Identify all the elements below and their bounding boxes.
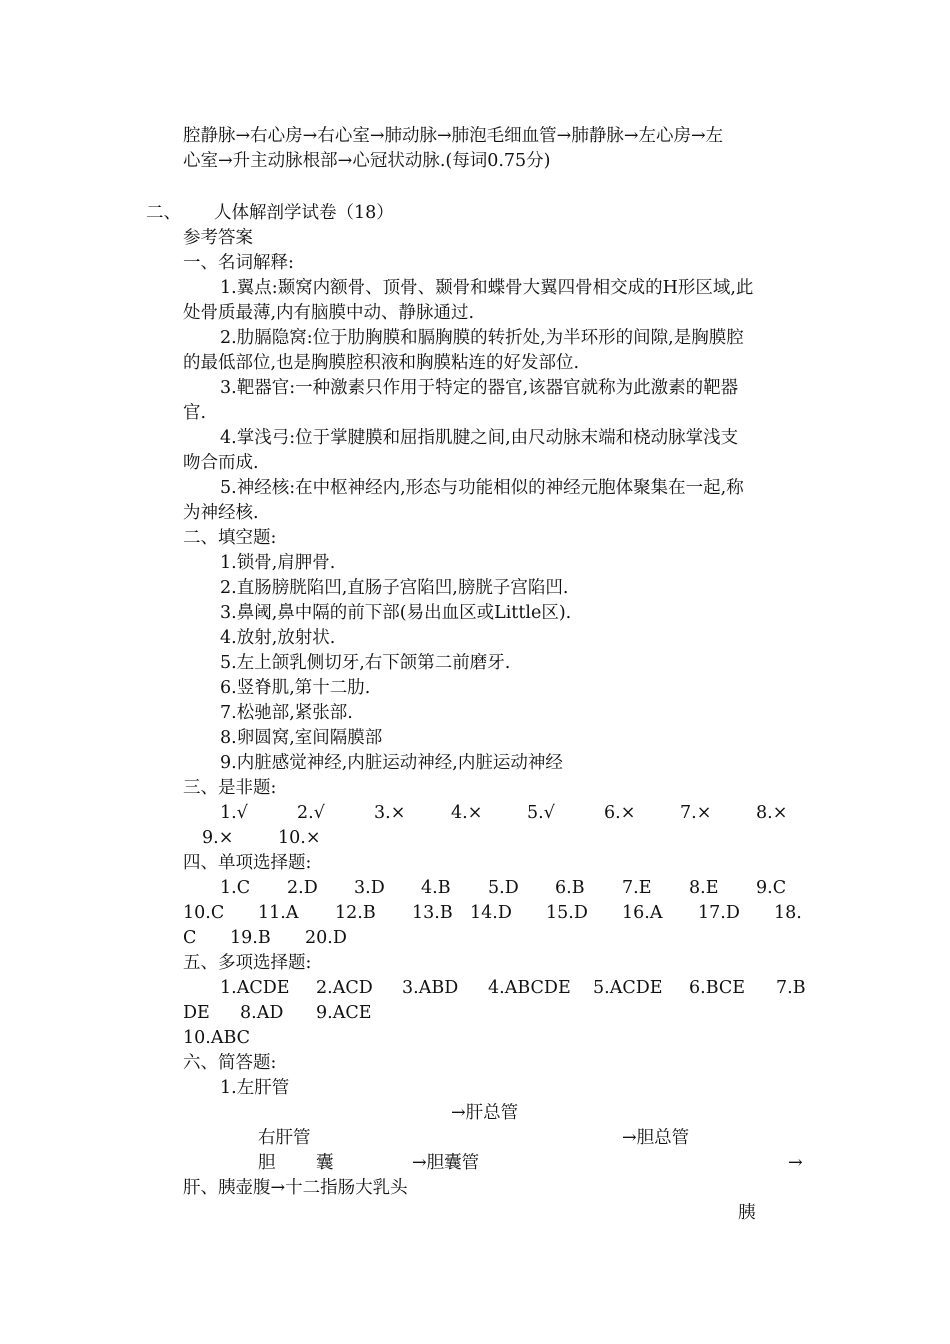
answer-item: 16.A [622, 903, 663, 923]
answer-item: 6.B [555, 878, 585, 898]
q1-heading: 一、名词解释: [183, 253, 294, 273]
q1-item-1-line-a: 1.翼点:颞窝内额骨、顶骨、颞骨和蝶骨大翼四骨相交成的H形区域,此 [220, 278, 754, 298]
q4-heading: 四、单项选择题: [183, 853, 312, 873]
answer-item: 4.× [451, 803, 483, 823]
q1-item-3-line-a: 3.靶器官:一种激素只作用于特定的器官,该器官就称为此激素的靶器 [220, 378, 739, 398]
answer-item: 4.ABCDE [488, 978, 571, 998]
q2-item: 8.卵圆窝,室间隔膜部 [220, 728, 383, 748]
continuation-line-2: 心室→升主动脉根部→心冠状动脉.(每词0.75分) [183, 151, 551, 171]
q5-answer-row-2 [0, 1001, 950, 1026]
continuation-line-1: 腔静脉→右心房→右心室→肺动脉→肺泡毛细血管→肺静脉→左心房→左 [183, 126, 724, 146]
q6-heading: 六、简答题: [183, 1053, 277, 1073]
q3-answer-row-2 [0, 826, 950, 851]
q3-heading: 三、是非题: [183, 778, 277, 798]
answer-item: 4.B [421, 878, 451, 898]
answer-item: 20.D [305, 928, 347, 948]
flow-gallbladder-char-1: 胆 [258, 1153, 276, 1173]
answer-item: 1.C [220, 878, 251, 898]
q1-item-5-line-b: 为神经核. [183, 503, 259, 523]
q2-item: 5.左上颌乳侧切牙,右下颌第二前磨牙. [220, 653, 511, 673]
flow-left-hepatic-duct: 1.左肝管 [220, 1078, 290, 1098]
section-title: 人体解剖学试卷（18） [214, 203, 394, 223]
q1-item-2-line-b: 的最低部位,也是胸膜腔积液和胸膜粘连的好发部位. [183, 353, 580, 373]
answer-item: 8.AD [240, 1003, 284, 1023]
answer-item: 15.D [546, 903, 588, 923]
q2-item: 3.鼻阈,鼻中隔的前下部(易出血区或Little区). [220, 603, 572, 623]
flow-common-hepatic-duct: →肝总管 [451, 1103, 519, 1123]
answer-item: DE [183, 1003, 210, 1023]
q1-item-4-line-a: 4.掌浅弓:位于掌腱膜和屈指肌腱之间,由尺动脉末端和桡动脉掌浅支 [220, 428, 739, 448]
flow-gallbladder-char-2: 囊 [316, 1153, 334, 1173]
answer-item: 5.D [488, 878, 519, 898]
flow-hepatopancreatic-ampulla: 肝、胰壶腹→十二指肠大乳头 [183, 1178, 408, 1198]
flow-common-bile-duct: →胆总管 [622, 1128, 690, 1148]
q2-heading: 二、填空题: [183, 528, 277, 548]
answer-item: 1.√ [220, 803, 248, 823]
answer-item: 13.B [412, 903, 453, 923]
q3-answer-row-1 [0, 801, 950, 826]
q1-item-4-line-b: 吻合而成. [183, 453, 259, 473]
answer-item: 8.× [756, 803, 788, 823]
answer-item: 19.B [230, 928, 271, 948]
answer-item: 14.D [470, 903, 512, 923]
answer-item: 6.BCE [689, 978, 746, 998]
q4-answer-row-3 [0, 926, 950, 951]
section-subtitle: 参考答案 [183, 228, 253, 248]
answer-item: 5.ACDE [593, 978, 663, 998]
q5-heading: 五、多项选择题: [183, 953, 312, 973]
answer-item: 3.D [354, 878, 385, 898]
answer-item: 12.B [335, 903, 376, 923]
q5-answer-row-1 [0, 976, 950, 1001]
q1-item-1-line-b: 处骨质最薄,内有脑膜中动、静脉通过. [183, 303, 475, 323]
q2-item: 6.竖脊肌,第十二肋. [220, 678, 371, 698]
section-number: 二、 [146, 203, 181, 223]
q1-item-5-line-a: 5.神经核:在中枢神经内,形态与功能相似的神经元胞体聚集在一起,称 [220, 478, 744, 498]
q2-item: 4.放射,放射状. [220, 628, 336, 648]
answer-item: 7.E [622, 878, 652, 898]
answer-item: 10.C [183, 903, 225, 923]
answer-item: 2.ACD [316, 978, 373, 998]
q4-answer-row-1 [0, 876, 950, 901]
answer-item: 9.× [202, 828, 234, 848]
q2-item: 1.锁骨,肩胛骨. [220, 553, 336, 573]
flow-arrow: → [788, 1153, 803, 1173]
answer-item: 7.B [776, 978, 806, 998]
answer-item: 3.ABD [402, 978, 459, 998]
answer-item: 3.× [374, 803, 406, 823]
answer-item: 1.ACDE [220, 978, 290, 998]
q2-item: 2.直肠膀胱陷凹,直肠子宫陷凹,膀胱子宫陷凹. [220, 578, 569, 598]
q5-answer-row-3 [0, 1026, 950, 1051]
q1-item-2-line-a: 2.肋膈隐窝:位于肋胸膜和膈胸膜的转折处,为半环形的间隙,是胸膜腔 [220, 328, 744, 348]
answer-item: 2.D [287, 878, 318, 898]
flow-cystic-duct: →胆囊管 [412, 1153, 480, 1173]
answer-item: 11.A [258, 903, 299, 923]
q2-item: 7.松驰部,紧张部. [220, 703, 353, 723]
q4-answer-row-2 [0, 901, 950, 926]
answer-item: 10.× [278, 828, 321, 848]
q2-item: 9.内脏感觉神经,内脏运动神经,内脏运动神经 [220, 753, 563, 773]
q1-item-3-line-b: 官. [183, 403, 207, 423]
answer-item: 9.C [756, 878, 787, 898]
answer-item: 8.E [689, 878, 719, 898]
flow-right-hepatic-duct: 右肝管 [258, 1128, 311, 1148]
answer-item: 9.ACE [316, 1003, 372, 1023]
answer-item: 10.ABC [183, 1028, 251, 1048]
answer-item: 5.√ [527, 803, 555, 823]
flow-pancreas: 胰 [738, 1203, 756, 1223]
answer-item: 2.√ [297, 803, 325, 823]
answer-item: 7.× [680, 803, 712, 823]
answer-item: 6.× [604, 803, 636, 823]
answer-item: 18. [774, 903, 802, 923]
answer-item: C [183, 928, 197, 948]
answer-item: 17.D [698, 903, 740, 923]
